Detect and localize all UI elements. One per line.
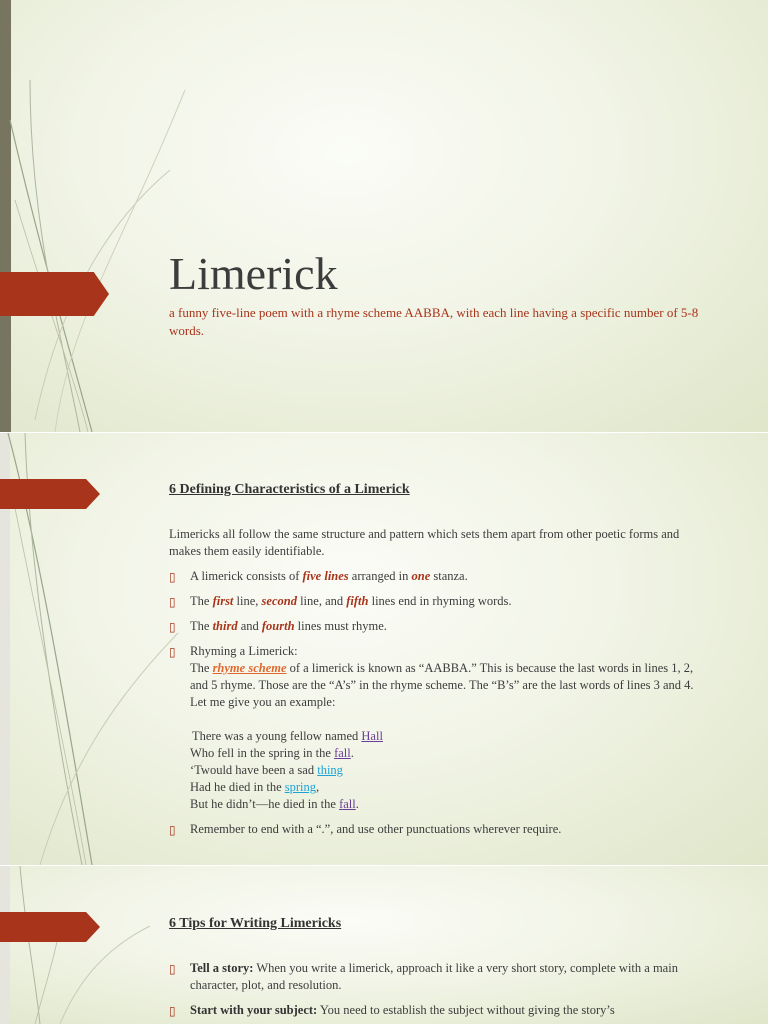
slide-subtitle: a funny five-line poem with a rhyme scheme AABBA, with each line having a specific number of 5-8 words. xyxy=(169,305,699,338)
section-heading: 6 Defining Characteristics of a Limerick xyxy=(169,482,410,497)
tips-body xyxy=(169,952,699,1019)
text: line, xyxy=(233,594,262,608)
bullet-marker-icon: ▯ xyxy=(169,1004,176,1018)
text: When you write a limerick, approach it like a very short story, complete with a main character, plot, and resolution. xyxy=(190,961,678,992)
slide-title-text: Limerick xyxy=(169,248,338,299)
emphasis: fourth xyxy=(261,619,295,633)
text: stanza. xyxy=(430,569,468,583)
slide-left-bar xyxy=(0,0,11,432)
accent-arrow xyxy=(0,479,100,509)
poem-line: There was a young fellow named Hall xyxy=(192,729,383,743)
text: The xyxy=(190,619,213,633)
poem-link[interactable]: thing xyxy=(317,763,343,777)
characteristics-list xyxy=(169,568,699,838)
text: You need to establish the subject without giving the story’s xyxy=(317,1003,615,1017)
list-item xyxy=(169,821,699,838)
text: The xyxy=(190,661,213,675)
tips-list xyxy=(169,960,699,1019)
bullet-marker-icon: ▯ xyxy=(169,823,176,837)
list-item xyxy=(169,618,699,635)
text: and xyxy=(237,619,262,633)
list-item xyxy=(169,568,699,585)
list-item xyxy=(169,960,699,994)
bullet-marker-icon: ▯ xyxy=(169,595,176,609)
text: Remember to end with a “.”, and use other punctuations wherever require. xyxy=(190,822,562,836)
list-item xyxy=(169,1002,699,1019)
text: A limerick consists of xyxy=(190,569,303,583)
list-item-title: Rhyming a Limerick: xyxy=(190,644,298,658)
emphasis: fifth xyxy=(346,594,369,608)
poem-link[interactable]: Hall xyxy=(361,729,383,743)
emphasis: third xyxy=(212,619,238,633)
characteristics-body xyxy=(169,526,699,838)
slide-left-bar xyxy=(0,866,10,1024)
tip-title: Tell a story: xyxy=(190,961,254,975)
bullet-marker-icon: ▯ xyxy=(169,570,176,584)
poem-line: But he didn’t—he died in the fall. xyxy=(190,797,359,811)
accent-arrow xyxy=(0,272,109,316)
emphasis: five lines xyxy=(302,569,349,583)
emphasis: second xyxy=(261,594,297,608)
poem-link[interactable]: fall xyxy=(339,797,356,811)
accent-arrow xyxy=(0,912,100,942)
list-item xyxy=(169,643,699,813)
decorative-swirl xyxy=(0,0,200,432)
section-heading: 6 Tips for Writing Limericks xyxy=(169,916,342,931)
poem-link[interactable]: fall xyxy=(334,746,351,760)
emphasis: one xyxy=(411,569,431,583)
tip-title: Start with your subject: xyxy=(190,1003,318,1017)
text: The xyxy=(190,594,213,608)
bullet-marker-icon: ▯ xyxy=(169,645,176,659)
emphasis: first xyxy=(212,594,234,608)
slide-title xyxy=(0,0,768,432)
poem-line: Who fell in the spring in the fall. xyxy=(190,746,354,760)
poem-line: ‘Twould have been a sad thing xyxy=(190,763,343,777)
bullet-marker-icon: ▯ xyxy=(169,962,176,976)
slide-tips xyxy=(0,866,768,1024)
text: arranged in xyxy=(348,569,412,583)
slide-characteristics xyxy=(0,433,768,865)
bullet-marker-icon: ▯ xyxy=(169,620,176,634)
poem-link[interactable]: spring xyxy=(284,780,317,794)
text: lines end in rhyming words. xyxy=(368,594,512,608)
poem-line: Had he died in the spring, xyxy=(190,780,320,794)
text: lines must rhyme. xyxy=(294,619,387,633)
text: line, and xyxy=(296,594,347,608)
rhyme-scheme-link[interactable]: rhyme scheme xyxy=(212,661,287,675)
intro-paragraph: Limericks all follow the same structure and pattern which sets them apart from other poetic forms and makes them easily identifiable. xyxy=(169,527,680,558)
text: of a limerick is known as “AABBA.” This is because the last words in lines 1, 2, and 5 rhyme. Those are the “A’s” in the rhyme scheme. The “B’s” are the last words of lines 3 and 4. Let me give you an example: xyxy=(190,661,694,709)
example-poem xyxy=(190,728,699,813)
list-item xyxy=(169,593,699,610)
